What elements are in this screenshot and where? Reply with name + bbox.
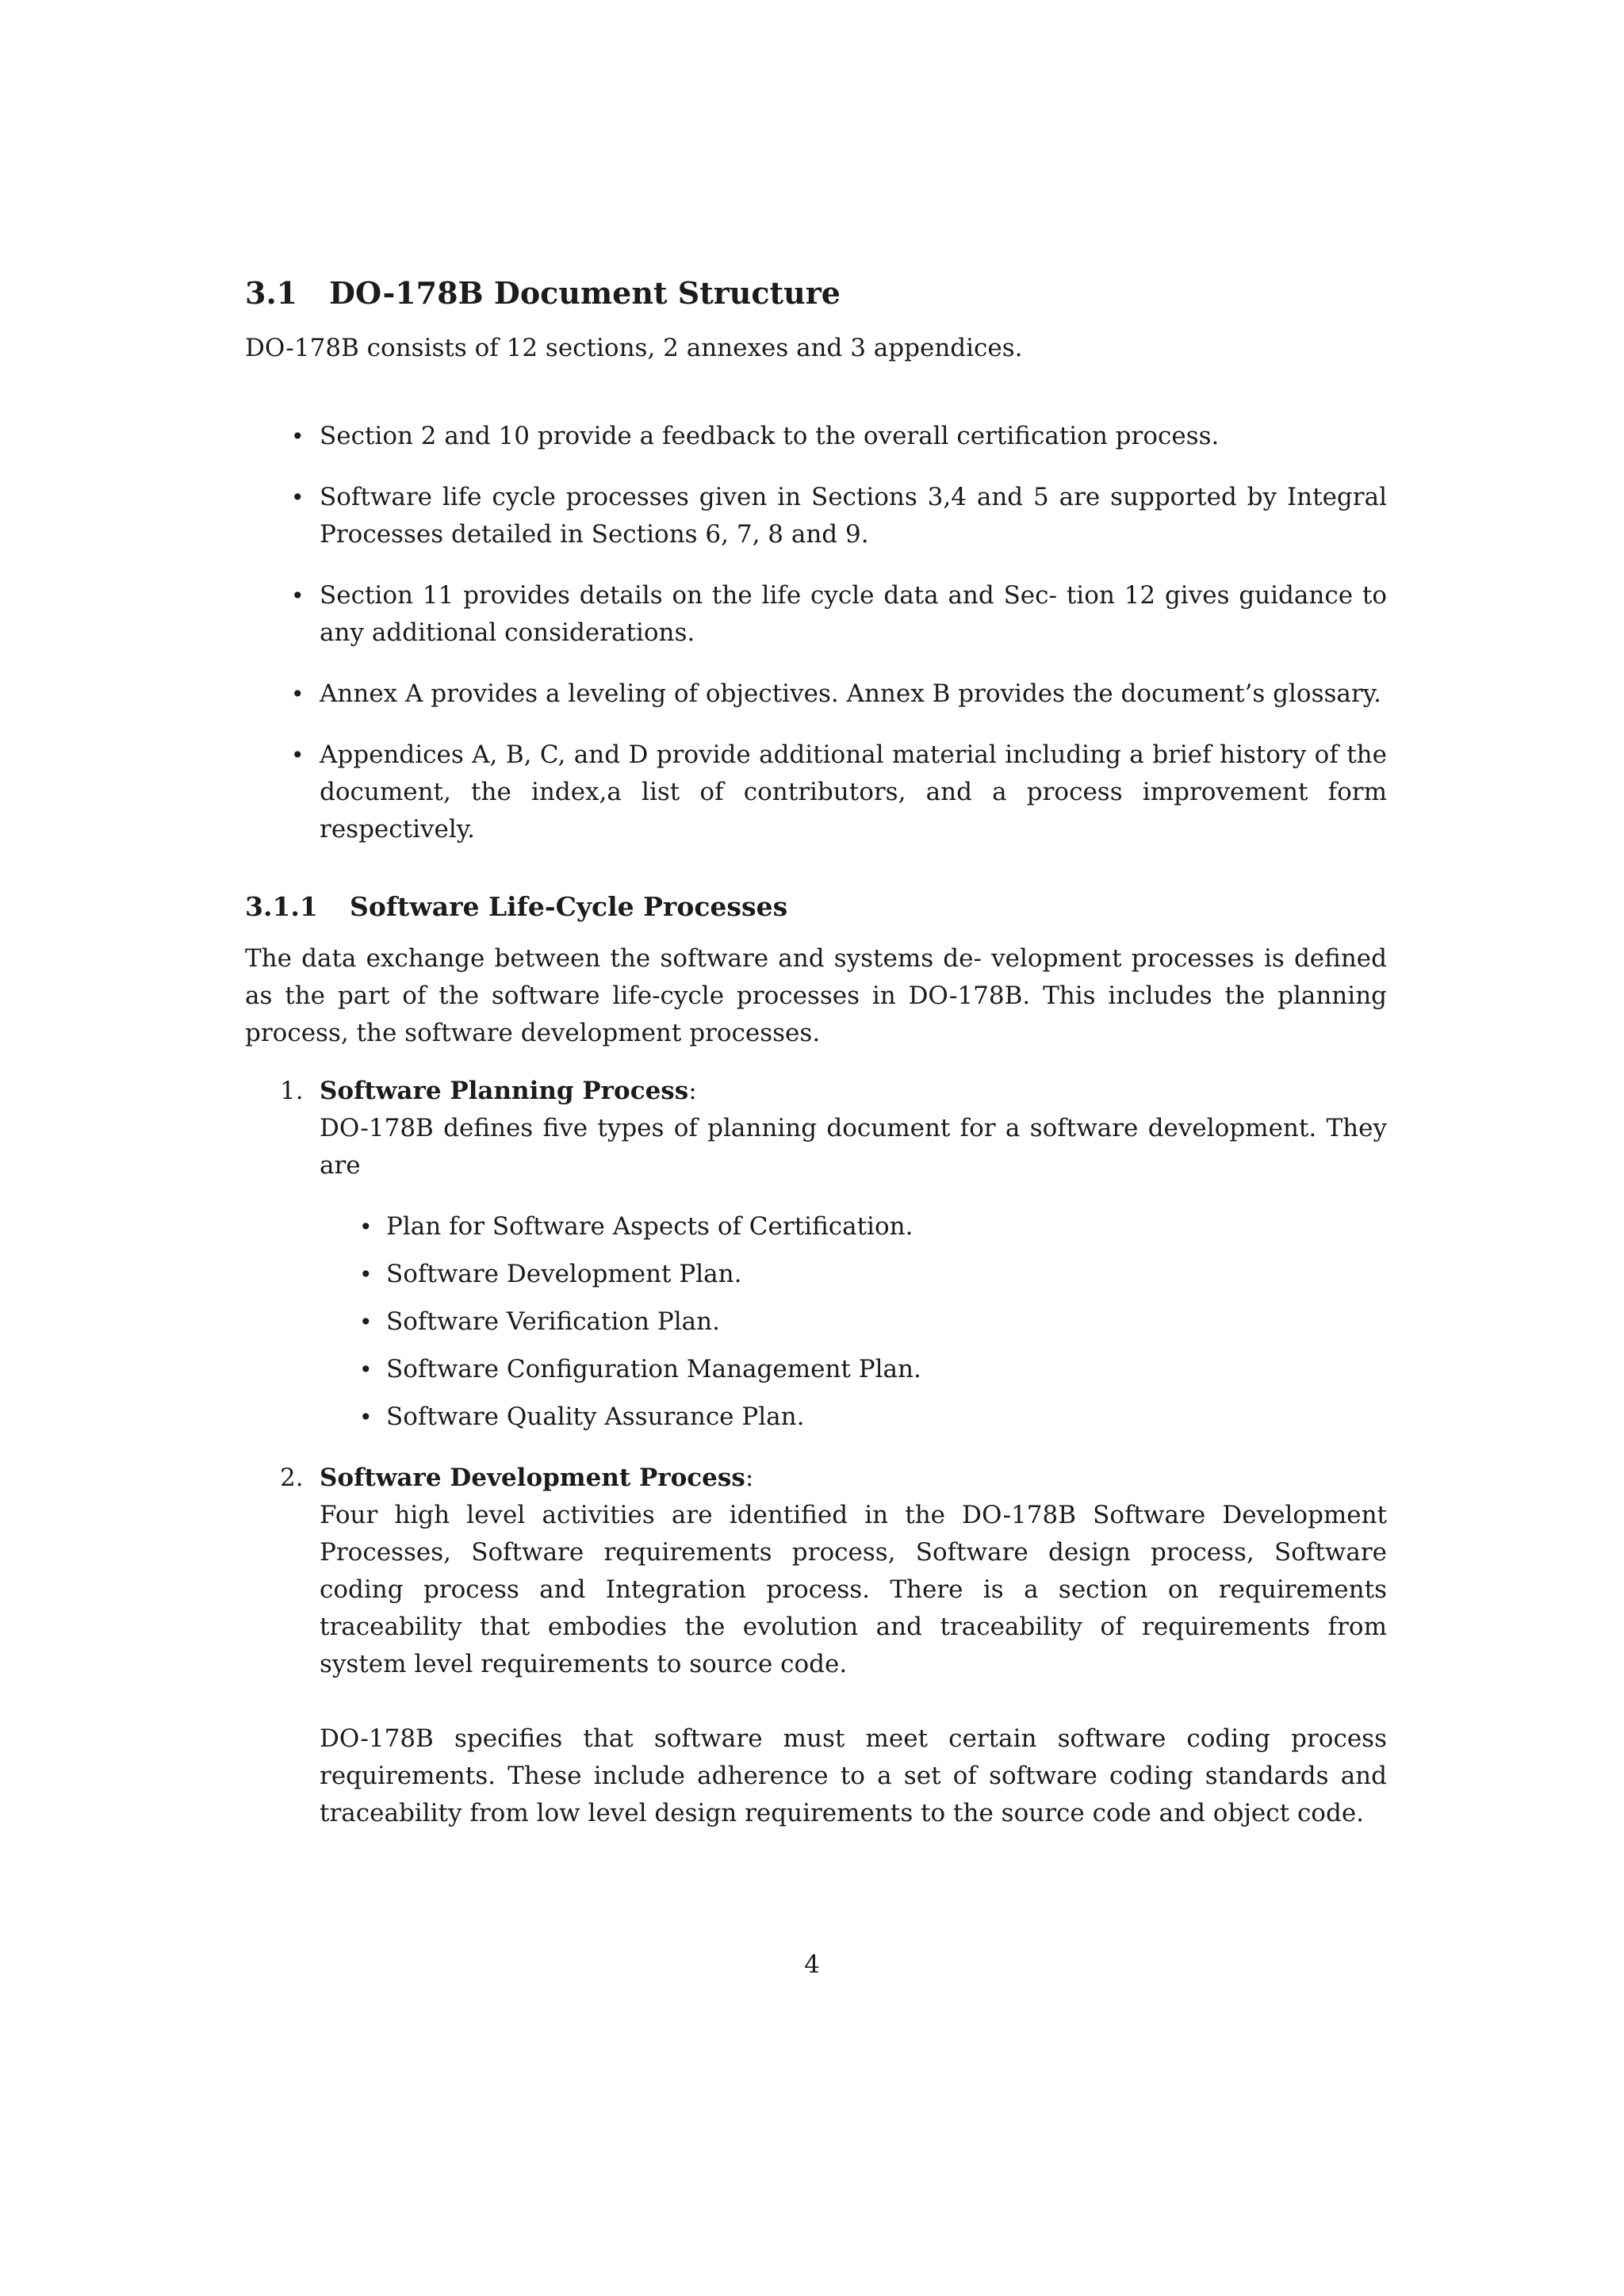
bullet-icon: • bbox=[359, 1404, 373, 1430]
section-intro: DO-178B consists of 12 sections, 2 annexes and 3 appendices. bbox=[245, 334, 1023, 362]
plan-name: Software Configuration Management Plan. bbox=[386, 1355, 921, 1383]
list-item bbox=[359, 1399, 1387, 1436]
list-item bbox=[359, 1256, 1387, 1293]
bullet-icon: • bbox=[359, 1214, 373, 1240]
step-colon: : bbox=[745, 1464, 754, 1492]
plan-name: Software Verification Plan. bbox=[386, 1307, 720, 1336]
list-item-development bbox=[280, 1460, 1387, 1832]
list-item bbox=[291, 479, 1387, 553]
subsection-heading bbox=[245, 888, 1387, 926]
step-body: DO-178B defines five types of planning document for a software development. They are bbox=[320, 1114, 1387, 1180]
step-heading bbox=[320, 1073, 1387, 1110]
bullet-icon: • bbox=[359, 1357, 373, 1383]
step-title: Software Development Process bbox=[320, 1464, 745, 1492]
step-heading bbox=[320, 1460, 1387, 1497]
bullet-text: Appendices A, B, C, and D provide additional material including a brief history of the document, the index,a list of contributors, and a process improvement form respectively. bbox=[320, 740, 1387, 844]
list-item bbox=[359, 1208, 1387, 1246]
list-item bbox=[291, 737, 1387, 848]
structure-bullet-list bbox=[245, 418, 1387, 848]
step-number: 2. bbox=[280, 1464, 304, 1492]
step-colon: : bbox=[688, 1077, 697, 1105]
bullet-text: Annex A provides a leveling of objectives. Annex B provides the document’s glossary. bbox=[320, 679, 1381, 708]
list-item bbox=[291, 577, 1387, 652]
page-number: 4 bbox=[804, 1950, 820, 1979]
list-item bbox=[359, 1351, 1387, 1388]
list-item bbox=[291, 418, 1387, 455]
plan-name: Software Quality Assurance Plan. bbox=[386, 1402, 805, 1431]
document-page bbox=[245, 270, 1387, 1856]
step-number: 1. bbox=[280, 1077, 304, 1105]
planning-documents-list bbox=[320, 1208, 1387, 1436]
step-body: Four high level activities are identified in the DO-178B Software Development Processes, Software requirements process, Software design process, Software coding process and Integration process. There is a section on requirements traceability that embodies the evolution and traceability of requirements from system level requirements to source code. bbox=[320, 1501, 1387, 1678]
process-numbered-list bbox=[245, 1073, 1387, 1832]
plan-name: Software Development Plan. bbox=[386, 1260, 742, 1288]
section-title: DO-178B Document Structure bbox=[329, 275, 841, 311]
bullet-text: Section 2 and 10 provide a feedback to the overall certification process. bbox=[320, 422, 1220, 450]
bullet-icon: • bbox=[359, 1261, 373, 1288]
bullet-icon: • bbox=[359, 1309, 373, 1335]
bullet-icon: • bbox=[291, 681, 304, 707]
list-item-planning bbox=[280, 1073, 1387, 1436]
bullet-icon: • bbox=[291, 423, 304, 450]
bullet-icon: • bbox=[291, 484, 304, 511]
section-heading bbox=[245, 270, 1387, 317]
plan-name: Plan for Software Aspects of Certification. bbox=[386, 1212, 914, 1241]
bullet-text: Software life cycle processes given in Sections 3,4 and 5 are supported by Integral Processes detailed in Sections 6, 7, 8 and 9. bbox=[320, 483, 1387, 549]
step-body-second: DO-178B specifies that software must meet certain software coding process requirements. These include adherence to a set of software coding standards and traceability from low level design requirements to the source code and object code. bbox=[320, 1724, 1387, 1827]
list-item bbox=[359, 1303, 1387, 1341]
subsection-number: 3.1.1 bbox=[245, 891, 318, 922]
bullet-text: Section 11 provides details on the life cycle data and Sec- tion 12 gives guidance to any additional considerations. bbox=[320, 581, 1387, 647]
list-item bbox=[291, 675, 1387, 713]
subsection-paragraph: The data exchange between the software and systems de- velopment processes is defined as the part of the software life-cycle processes in DO-178B. This includes the planning process, the software development processes. bbox=[245, 944, 1387, 1047]
bullet-icon: • bbox=[291, 583, 304, 609]
section-number: 3.1 bbox=[245, 275, 298, 311]
step-title: Software Planning Process bbox=[320, 1077, 689, 1105]
subsection-title: Software Life-Cycle Processes bbox=[350, 891, 788, 922]
bullet-icon: • bbox=[291, 742, 304, 768]
